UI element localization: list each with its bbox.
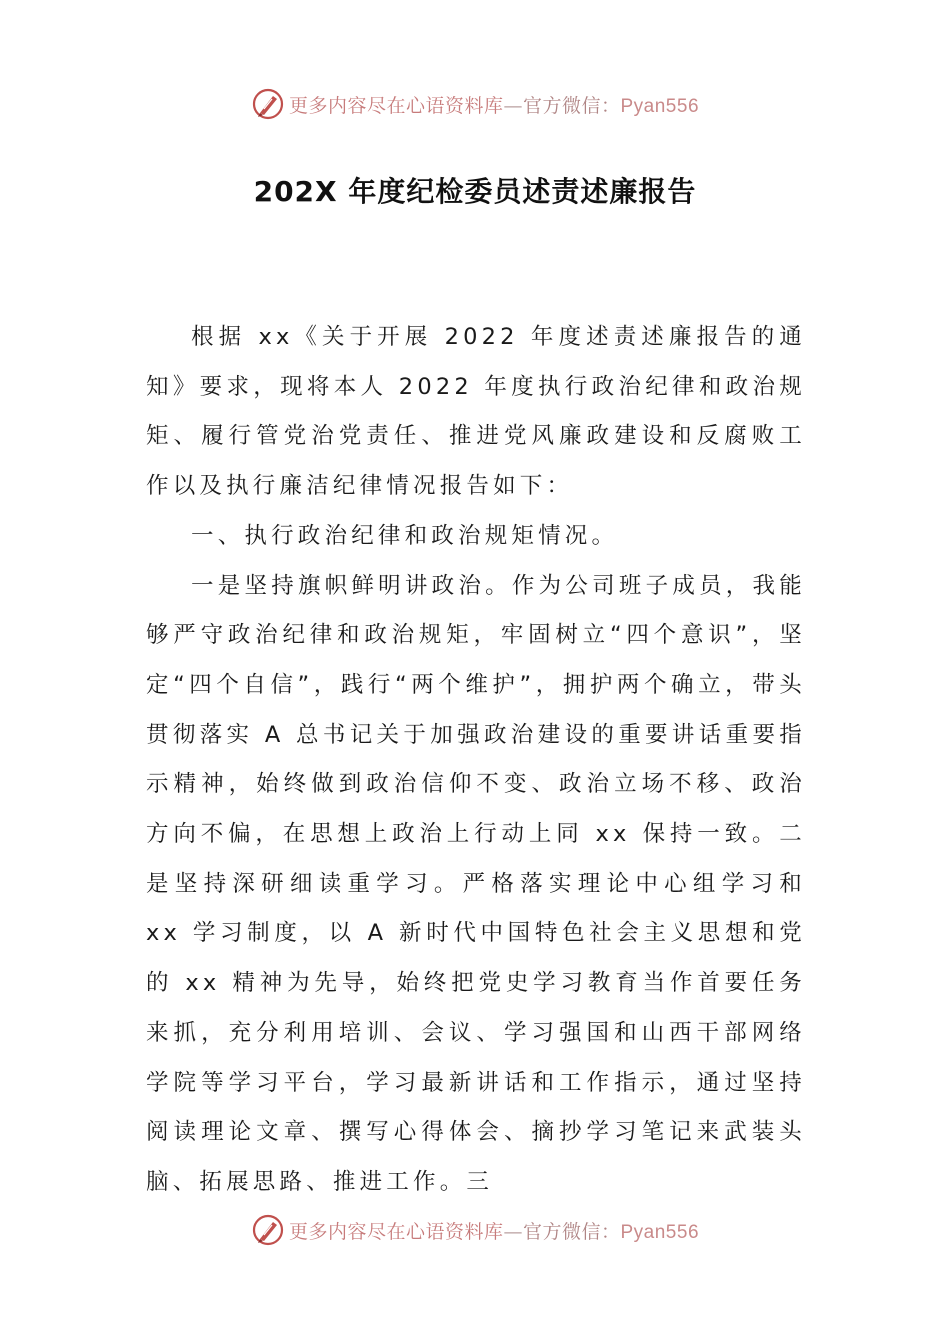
paragraph-section-content: 一是坚持旗帜鲜明讲政治。作为公司班子成员，我能够严守政治纪律和政治规矩，牢固树立“四个意识”，坚定“四个自信”，践行“两个维护”，拥护两个确立，带头贯彻落实 A 总书记关于加强政治建设的重要讲话重要指示精神，始终做到政治信仰不变、政治立场不移、政治方向不偏，在思想上政治上行动上同 xx 保持一致。二是坚持深研细读重学习。严格落实理论中心组学习和 xx 学习制度，以 A 新时代中国特色社会主义思想和党的 xx 精神为先导，始终把党史学习教育当作首要任务来抓，充分利用培训、会议、学习强国和山西干部网络学院等学习平台，学习最新讲话和工作指示，通过坚持阅读理论文章、撰写心得体会、摘抄学习笔记来武装头脑、拓展思路、推进工作。三 bbox=[146, 572, 806, 1195]
watermark-separator: — bbox=[503, 94, 523, 117]
paragraph-intro: 根据 xx《关于开展 2022 年度述责述廉报告的通知》要求，现将本人 2022 年度执行政治纪律和政治规矩、履行管党治党责任、推进党风廉政建设和反腐败工作以及执行廉洁纪律情况报告如下： bbox=[146, 324, 806, 500]
watermark-main-text: 更多内容尽在心语资料库 bbox=[288, 94, 504, 117]
watermark-header bbox=[0, 84, 950, 124]
watermark-text bbox=[289, 1217, 699, 1244]
watermark-separator: — bbox=[503, 1220, 523, 1243]
watermark-footer bbox=[0, 1210, 950, 1250]
document-title: 202X 年度纪检委员述责述廉报告 bbox=[253, 175, 697, 208]
watermark-text bbox=[289, 91, 699, 118]
watermark-contact-label: 官方微信： bbox=[522, 1220, 621, 1243]
document-body bbox=[146, 313, 806, 1208]
watermark-contact-id: Pyan556 bbox=[620, 1221, 700, 1243]
paragraph-section-heading: 一、执行政治纪律和政治规矩情况。 bbox=[191, 522, 619, 549]
pen-nib-logo-icon bbox=[251, 1213, 285, 1247]
watermark-main-text: 更多内容尽在心语资料库 bbox=[288, 1220, 504, 1243]
watermark-contact-label: 官方微信： bbox=[522, 94, 621, 117]
watermark-contact-id: Pyan556 bbox=[620, 95, 700, 117]
pen-nib-logo-icon bbox=[251, 87, 285, 121]
